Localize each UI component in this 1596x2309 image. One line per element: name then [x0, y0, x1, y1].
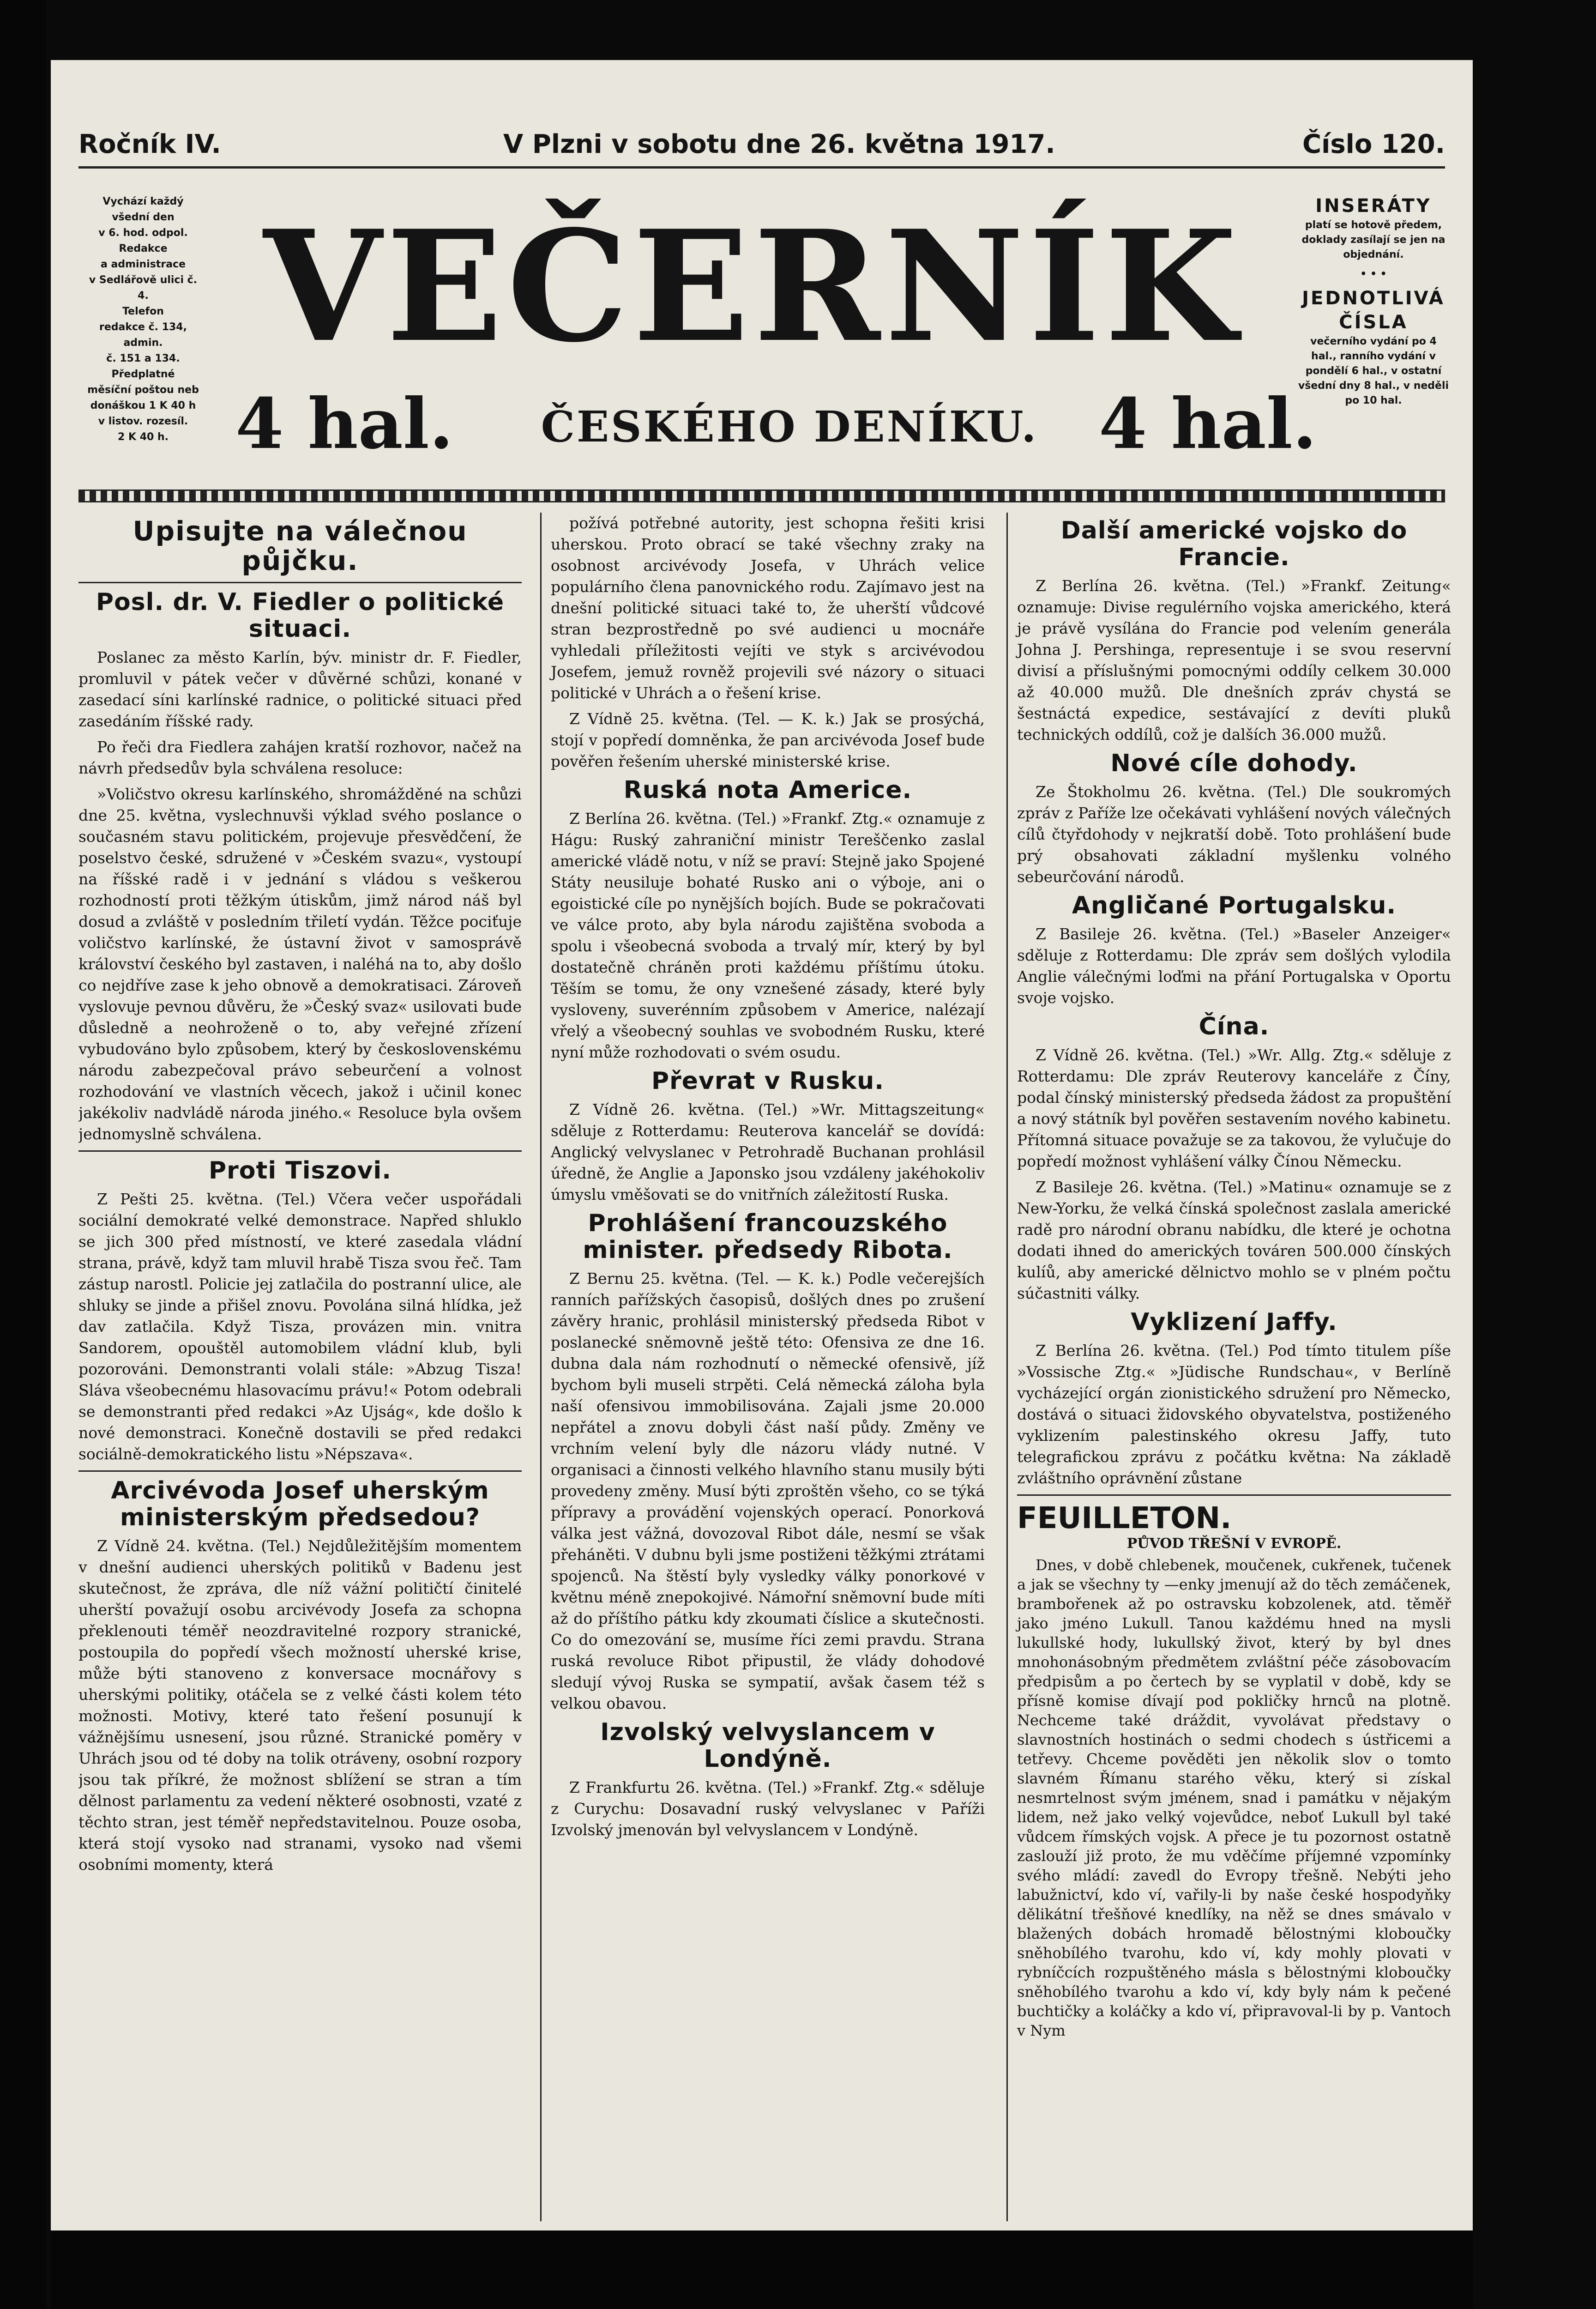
column-3 [1006, 513, 1451, 2221]
article-paragraph: Z Pešti 25. května. (Tel.) Včera večer uspořádali sociální demokraté velké demonstrace. Napřed shluklo se jich 300 před místností, ve které zasedala vládní strana, právě, když tam mluvil hrabě Tisza svou řeč. Tam zástup narostl. Policie jej zatlačila do postranní ulice, ale shluky se jinde a přišel znovu. Povolána silná hlídka, jež dav zatlačila. Když Tisza, provázen min. vnitra Sandorem, opouštěl automobilem vládní klub, byli pozorováni. Demonstranti volali stále: »Abzug Tisza! Sláva všeobecnému hlasovacímu právu!« Potom odebrali se demonstranti před redakci »Az Ujság«, kde došlo k nové demonstraci. Konečně dostavili se před redakci sociálně-demokratického listu »Népszava«. [78, 1190, 522, 1463]
masthead-info-left [83, 194, 203, 445]
newspaper-subtitle: ČESKÉHO DENÍKU. [541, 402, 1038, 452]
article-title: Arcivévoda Josef uherským ministerským předsedou? [111, 1477, 489, 1531]
header-line [78, 129, 1445, 169]
volume-label: Ročník IV. [78, 129, 221, 159]
article-title: Proti Tiszovi. [209, 1157, 391, 1185]
issue-date: V Plzni v sobotu dne 26. května 1917. [503, 129, 1055, 159]
info-line: redakce č. 134, admin. [99, 321, 187, 349]
info-line: Telefon [122, 306, 164, 317]
newspaper-page [51, 60, 1473, 2230]
info-line: v 6. hod. odpol. [98, 227, 188, 239]
info-line: č. 151 a 134. [106, 353, 180, 364]
article-paragraph: požívá potřebné autority, jest schopna řešiti krisi uherskou. Proto obrací se také všechny zraky na osobnost arcivévody Josefa, v Uhrách velice populárního člena panovnického rodu. Zajímavo jest na dnešní politické situaci také to, že uherští vůdcové stran bezprostředně po své audienci u mocnáře vyhledali příležitosti vejíti ve styk s arcivévodou Josefem, jemuž rovněž projevili své názory o situaci politické v Uhrách a o řešení krise. [551, 514, 985, 702]
info-line: v Sedlářově ulici č. 4. [89, 274, 198, 302]
newspaper-title: VEČERNÍK [263, 197, 1242, 376]
article-paragraph: Z Vídně 25. května. (Tel. — K. k.) Jak se prosýchá, stojí v popředí domněnka, že pan arcivévoda Josef bude pověřen řešením uherské ministerské krise. [551, 710, 985, 770]
ornamental-divider [78, 490, 1445, 502]
info-line: donáškou 1 K 40 h [90, 400, 196, 411]
article-title: Nové cíle dohody. [1110, 750, 1358, 777]
article-title: Vyklizení Jaffy. [1131, 1308, 1337, 1336]
article-title: Čína. [1199, 1013, 1270, 1040]
article-title: Posl. dr. V. Fiedler o politické situaci. [96, 588, 505, 643]
scan-bottom-margin [51, 2230, 1473, 2309]
feuilleton-subtitle: PŮVOD TŘEŠNÍ V EVROPĚ. [1126, 1535, 1342, 1552]
info-line: Vychází každý [102, 196, 184, 207]
separator: • • • [1360, 268, 1387, 280]
inserat-text: platí se hotově předem, doklady zasílají se jen na objednání. [1301, 219, 1445, 260]
info-line: v listov. rozesíl. [98, 416, 188, 427]
rule [78, 1150, 522, 1152]
article-paragraph: »Voličstvo okresu karlínského, shromážděné na schůzi dne 25. května, vyslechnuvši výklad svého poslance o současném stavu politickém, projevuje přesvědčení, že poselstvo české, sdružené v »Českém svazu«, vystoupí na říšské radě i v jednání s vládou s veškerou rozhodností proti těžkým útiskům, jimž národ náš byl dosud a zvláště v posledním třiletí vydán. Těžce pociťuje voličstvo karlínské, že ústavní život v samosprávě království českého byl zastaven, i naléhá na to, aby došlo co nejdříve zase k jeho obnově a demokratisaci. Zároveň vyslovuje pevnou důvěru, že »Český svaz« usilovati bude důsledně a neohroženě o to, aby veřejné zřízení vybudováno bylo způsobem, který by československému národu zabezpečoval právo sebeurčení a volnost rozhodování ve vlastních věcech, jakož i učinil konec jakékoliv nadvládě národa jiného.« Resoluce byla ovšem jednomyslně schválena. [78, 785, 522, 1143]
article-paragraph: Z Berlína 26. května. (Tel.) Pod tímto titulem píše »Vossische Ztg.« »Jüdische Rundschau«, v Berlíně vycházející orgán zionistického sdružení pro Německo, dostává o situaci židovského obyvatelstva, postiženého vyklizením palestinského okresu Jaffy, tuto telegrafickou zprávu z počátku května: Na základě zvláštního oprávnění zůstane [1017, 1342, 1451, 1487]
article-paragraph: Z Basileje 26. května. (Tel.) »Baseler Anzeiger« sděluje z Rotterdamu: Dle zpráv sem došlých vylodila Anglie válečnými loďmi na přání Portugalska v Oportu svoje vojsko. [1017, 925, 1451, 1007]
rule [1017, 1494, 1451, 1496]
article-title: Angličané Portugalsku. [1072, 892, 1397, 919]
article-title: Další americké vojsko do Francie. [1060, 517, 1408, 571]
article-paragraph: Po řeči dra Fiedlera zahájen kratší rozhovor, načež na návrh předsedův byla schválena resoluce: [78, 738, 522, 777]
article-title: Izvolský velvyslancem v Londýně. [600, 1718, 935, 1773]
article-paragraph: Z Vídně 24. května. (Tel.) Nejdůležitějším momentem v dnešní audienci uherských politiků v Badenu jest skutečnost, že zpráva, dle níž vážní političtí činitelé uherští považují osobu arcivévody Josefa za schopna překlenouti téměř neozdravitelné rozpory stranické, postoupila do popředí všech možností uherské krise, může býti stanoveno z konversace mocnářovy s uherskými politiky, otáčela se z velké části kolem této možnosti. Motivy, které tato řešení posunují k vážnějšímu usnesení, jsou různé. Stranické poměry v Uhrách jsou od té doby na tolik otráveny, osobní rozpory jsou tak příkré, že možnost sblížení se stran a tím dělnost parlamentu za vedení některé osobnosti, vzaté z těchto stran, jest téměř nepředstavitelnou. Pouze osoba, která stojí vysoko nad stranami, vysoko nad všemi osobními momenty, která [78, 1537, 522, 1874]
article-paragraph: Z Basileje 26. května. (Tel.) »Matinu« oznamuje se z New-Yorku, že velká čínská společnost zaslala americké radě pro národní obranu nabídku, dle které je ochotna dodati ihned do amerických továren 500.000 čínských kulíů, aby americké dělnictvo mohlo se v plném počtu súčastniti války. [1017, 1178, 1451, 1302]
price-left: 4 hal. [235, 383, 454, 465]
article-title: Ruská nota Americe. [623, 776, 912, 804]
info-line: Redakce [119, 243, 168, 254]
single-copies-title: JEDNOTLIVÁ ČÍSLA [1302, 288, 1445, 333]
article-paragraph: Z Berlína 26. května. (Tel.) »Frankf. Ztg.« oznamuje z Hágu: Ruský zahraniční ministr Tereščenko zaslal americké vládě notu, v níž se praví: Stejně jako Spojené Státy neusiluje bohaté Rusko ani o výboje, ani o egoistické cíle po nynějších bojích. Bude se pokračovati ve válce proto, aby byla národu zajištěna svoboda a spolu i všeobecná svoboda a trvalý mír, který by byl dostatečně chráněn proti každému příštímu útoku. Těším se tomu, že ony vznešené zásady, které byly vysloveny, suverénním způsobem v Americe, nalézají vřelý a všeobecný souhlas ve svobodném Rusku, které nyní může rozhodovati o svém osudu. [551, 810, 985, 1061]
rule [78, 1470, 522, 1472]
article-title: Převrat v Rusku. [651, 1067, 884, 1095]
article-paragraph: Z Bernu 25. května. (Tel. — K. k.) Podle večerejších ranních pařížských časopisů, došlých dnes po zrušení závěry hranic, prohlásil ministerský předseda Ribot v poslanecké sněmovně ještě této: Ofensiva ze dne 16. dubna dala nám rozhodnutí o německé ofensivě, jíž bychom byli museli strpěti. Celá německá záloha byla naší ofensivou immobilisována. Zajali jsme 20.000 nepřátel a znovu dobyli část naší půdy. Změny ve vrchním velení byly dle názoru vlády nutné. V organisaci a činnosti velkého hlavního stanu musily býti provedeny změny. Musí býti zproštěn všeho, co se týká přípravy a provádění vojenských operací. Ponorková válka jest vážná, dovozoval Ribot dále, nesmí se však přeháněti. V dubnu byli jsme postiženi těžkými ztrátami spojenců. Na štěstí byly vysledky války ponorkové v květnu méně znepokojivé. Námořní sněmovní bude míti až do příštího pátku kdy zkoumati číslice a skutečnosti. Co do omezování se, musíme říci zemi pravdu. Strana ruská revoluce Ribot připustil, že vlády dohodové sledují vývoj Ruska se sympatií, avšak časem též s velkou obavou. [551, 1269, 985, 1712]
article-title: Prohlášení francouzského minister. předsedy Ribota. [583, 1209, 953, 1264]
info-line: Předplatné [111, 369, 175, 380]
article-paragraph: Ze Štokholmu 26. května. (Tel.) Dle soukromých zpráv z Paříže lze očekávati vyhlášení nových válečných cílů čtyřdohody v nejkratší době. Toto prohlášení bude prý obsahovati základní myšlenku volného sebeurčování národů. [1017, 783, 1451, 886]
headline-war-loan: Upisujte na válečnou půjčku. [132, 515, 468, 576]
price-right: 4 hal. [1099, 383, 1317, 465]
scan-left-margin [0, 0, 46, 2309]
single-copies-text: večerního vydání po 4 hal., ranního vydání v pondělí 6 hal., v ostatní všední dny 8 hal., v neděli po 10 hal. [1298, 336, 1449, 406]
article-paragraph: Z Vídně 26. května. (Tel.) »Wr. Mittagszeitung« sděluje z Rotterdamu: Reuterova kancelář se dovídá: Anglický velvyslanec v Petrohradě Buchanan prohlásil úředně, že Anglie a Japonsko jsou vzdáleny jakéhokoliv úmyslu vměšovati se do vnitřních záležitostí Ruska. [551, 1100, 985, 1203]
column-1 [78, 513, 522, 2221]
masthead-info-right [1297, 194, 1450, 408]
info-line: všední den [112, 212, 175, 223]
info-line: a administrace [100, 259, 186, 270]
info-line: 2 K 40 h. [118, 431, 169, 443]
rule [78, 582, 522, 583]
feuilleton-paragraph: Dnes, v době chlebenek, moučenek, cukřenek, tučenek a jak se všechny ty —enky jmenují až do těch zemáčenek, brambořenek až po ostravsku kobzolenek, atd. těměř jako jméno Lukull. Tanou každému hned na mysli lukullské hody, lukullský život, který by byl dnes mnohonásobným předmětem zvláštní péče zásobovacím předpisům a po čertech by se vyplatil v době, kdy se přísně komise dívají pod pokličky hrnců na plotně. Nechceme také dráždit, vyvolávat představy o slavnostních hostinách o sedmi chodech s ústřicemi a tetřevy. Chceme pověděti jen několik slov o tomto slavném Římanu starého věku, který si získal nesmrtelnost svým jménem, snad i památku v nějakým lidem, než jako velký vojevůdce, neboť Lukull byl také vůdcem římských vojsk. A přece je tu pozornost ostatně zaslouží již proto, že mu vděčíme příjemné vzpomínky svého mládí: zavedl do Evropy třešně. Nebýti jeho labužnictví, kdo ví, vařily-li by naše české hospodyňky dělikátní třešňové knedlíky, na něž se dnes smávalo v blažených dobách hromadě bělostnými kloboučky sněhobílého tvarohu, kdo ví, kdy mohly plovati v rybníčcích rozpuštěného másla s bělostnými kloboučky sněhobílého tvarohu a kdo ví, kdy byly nám k pečené buchtičky a koláčky a kdo ví, připravoval-li by p. Vantoch v Nym [1017, 1556, 1451, 2039]
issue-number: Číslo 120. [1302, 129, 1445, 159]
article-paragraph: Poslanec za město Karlín, býv. ministr dr. F. Fiedler, promluvil v pátek večer v důvěrné schůzi, konané v zasedací síni karlínské radnice, o politické situaci před zasedáním říšské rady. [78, 648, 522, 730]
inserat-title: INSERÁTY [1315, 195, 1432, 217]
article-paragraph: Z Vídně 26. května. (Tel.) »Wr. Allg. Ztg.« sděluje z Rotterdamu: Dle zpráv Reuterovy kanceláře z Číny, podal čínský ministerský předseda žádost za propuštění a nový státník byl pověřen sestavením nového kabinetu. Přítomná situace považuje se za takovou, že vylučuje do popředí možnost vyhlášení války Čínou Německu. [1017, 1046, 1451, 1170]
article-paragraph: Z Berlína 26. května. (Tel.) »Frankf. Zeitung« oznamuje: Divise regulérního vojska amerického, která je právě vysílána do Francie pod velením generála Johna J. Pershinga, representuje i se svou reservní divisí a příslušnými pomocnými oddíly celkem 30.000 až 40.000 mužů. Dle dnešních zpráv chystá se šestnáctá expedice, sestávající z devíti pluků technických oddílů, což je dalších 36.000 mužů. [1017, 577, 1451, 743]
info-line: měsíční poštou neb [87, 384, 199, 396]
article-paragraph: Z Frankfurtu 26. května. (Tel.) »Frankf. Ztg.« sděluje z Curychu: Dosavadní ruský velvyslanec v Paříži Izvolský jmenován byl velvyslancem v Londýně. [551, 1778, 985, 1839]
feuilleton-title: FEUILLETON. [1017, 1501, 1232, 1535]
column-2 [540, 513, 985, 2221]
feuilleton-section [1017, 1501, 1451, 2040]
